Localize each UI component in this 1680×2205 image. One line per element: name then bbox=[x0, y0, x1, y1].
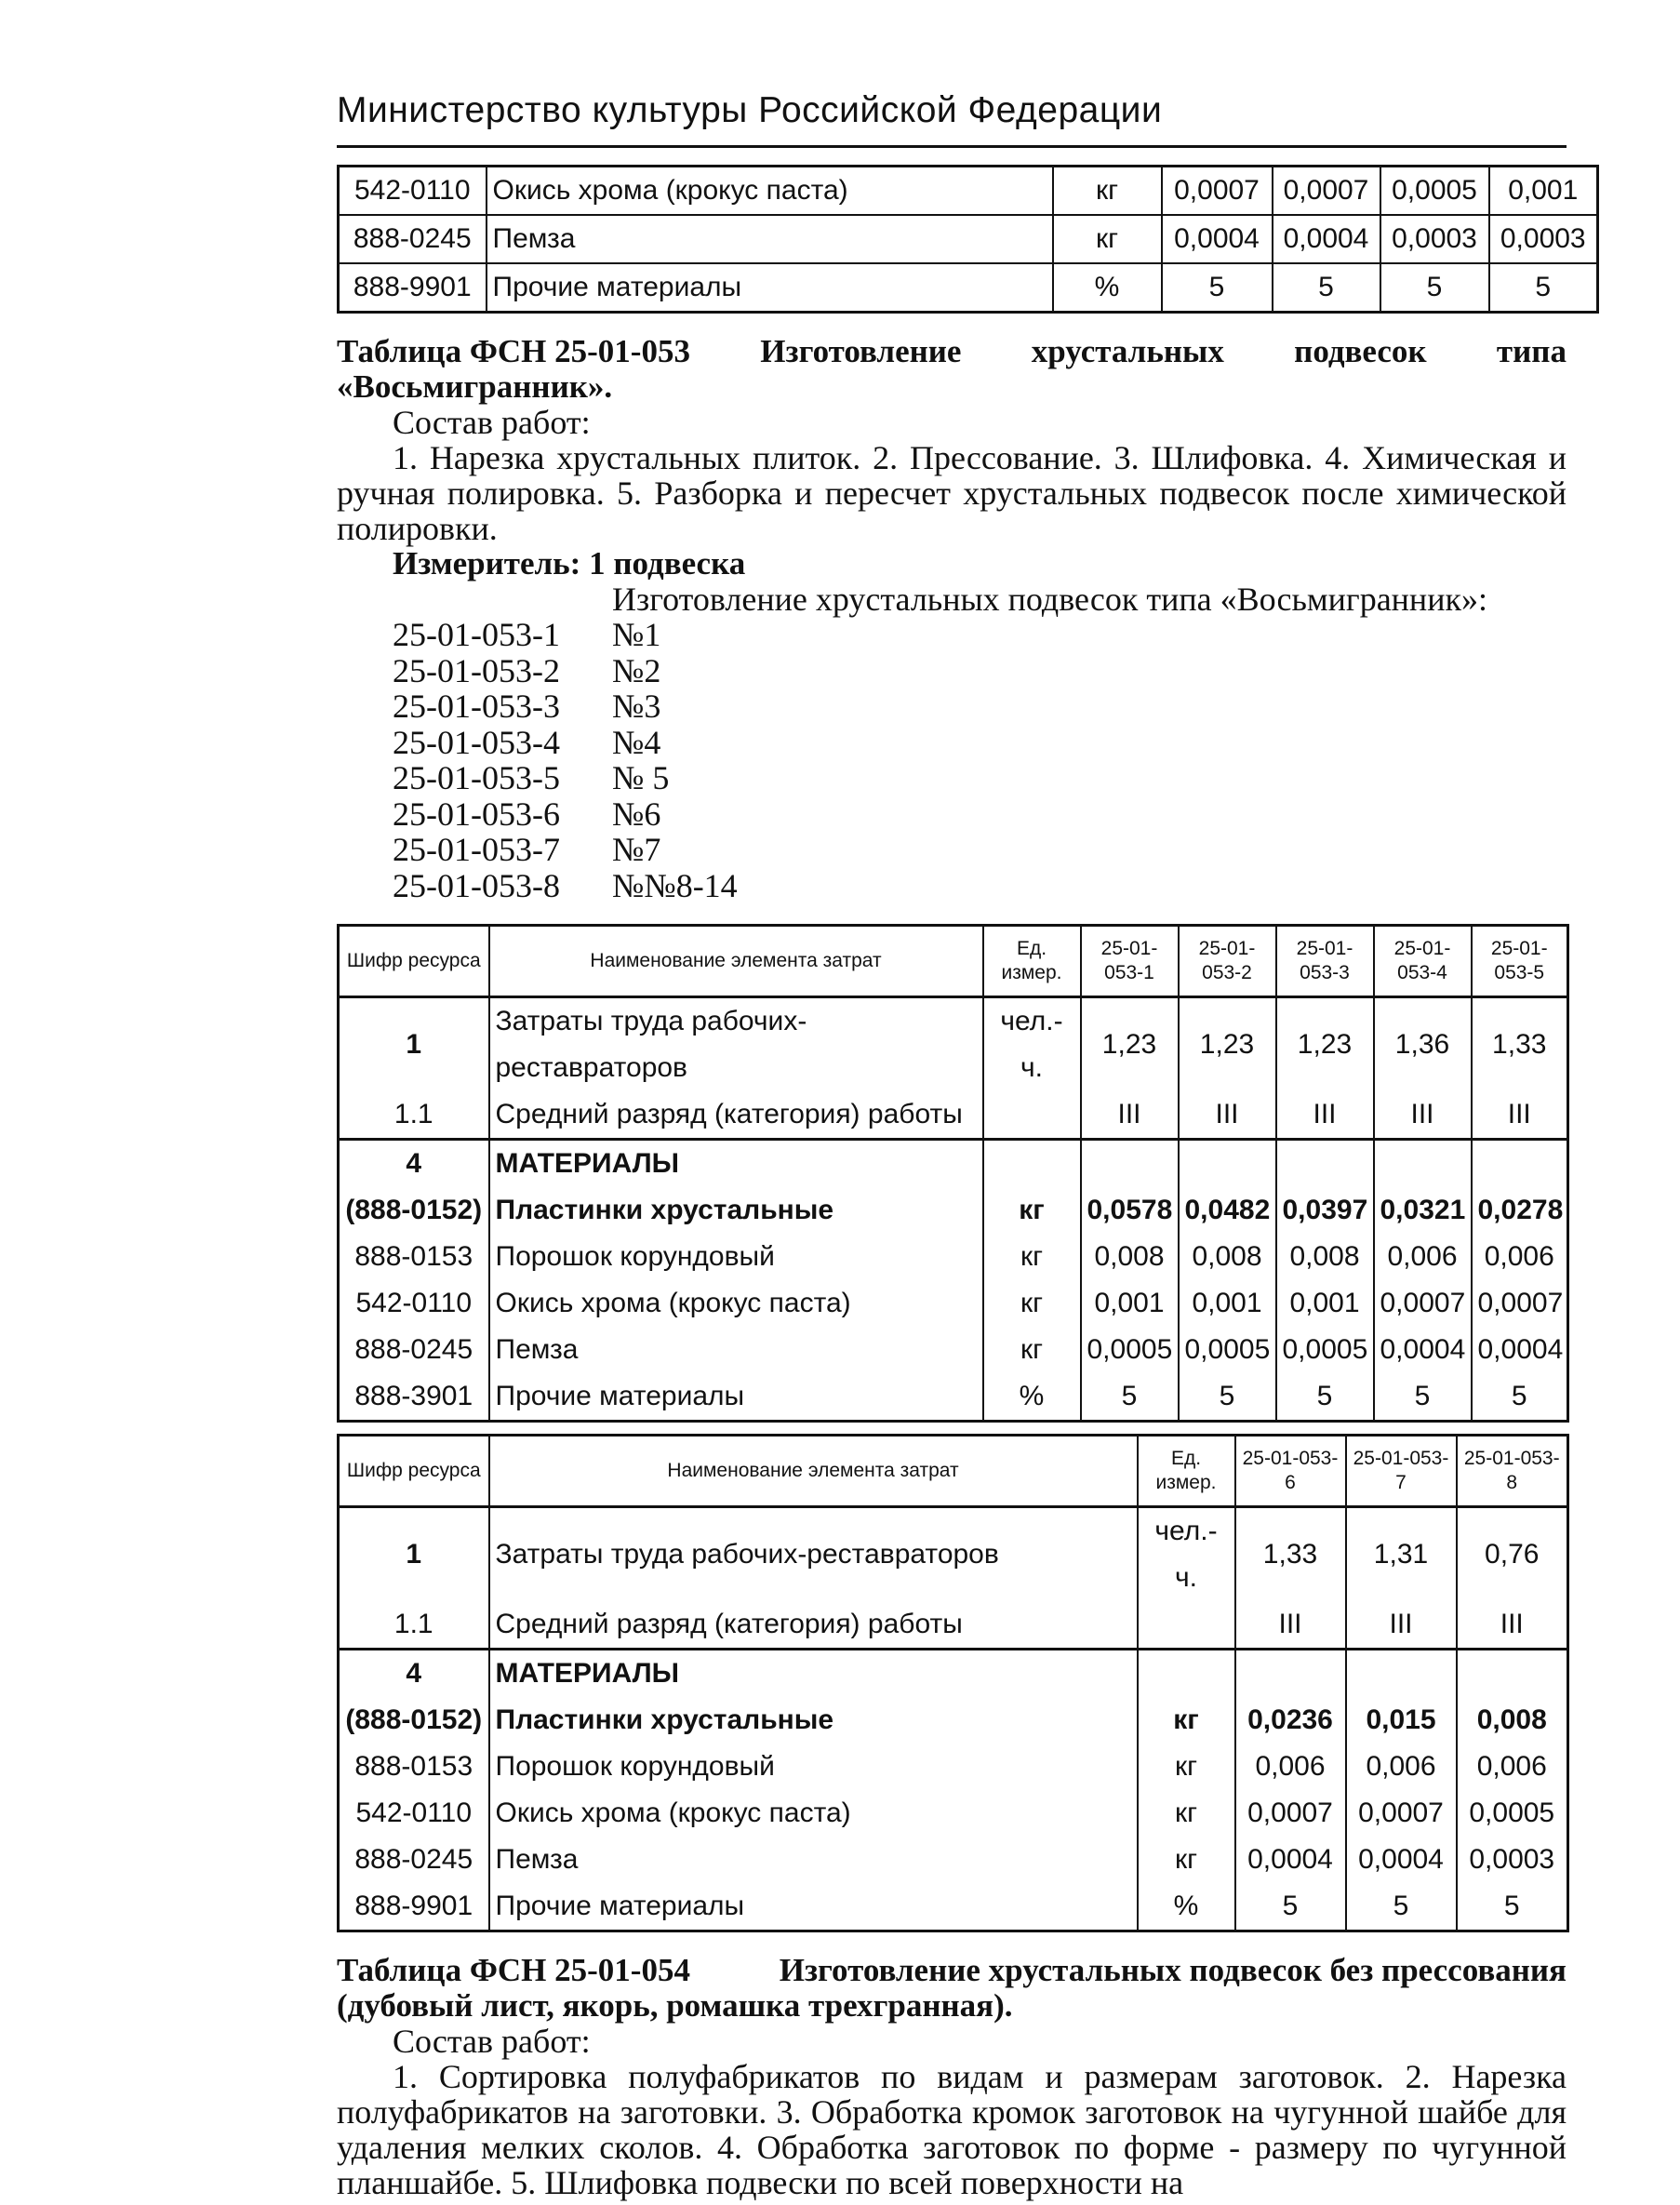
unit-cell bbox=[1138, 1650, 1235, 1698]
table-id: Таблица ФСН 25-01-053 bbox=[337, 333, 690, 369]
item-label: №4 bbox=[612, 723, 661, 761]
code-cell: 888-9901 bbox=[339, 263, 487, 313]
unit-cell: % bbox=[983, 1373, 1081, 1422]
value-cell: 5 bbox=[1374, 1373, 1472, 1422]
value-cell: 5 bbox=[1081, 1373, 1179, 1422]
list-item bbox=[337, 832, 1567, 868]
value-cell: 0,0005 bbox=[1081, 1327, 1179, 1373]
value-cell: 0,006 bbox=[1235, 1744, 1346, 1790]
item-label: №7 bbox=[612, 831, 661, 868]
item-label: №3 bbox=[612, 688, 661, 725]
code-cell: 542-0110 bbox=[339, 167, 487, 216]
works-heading: Состав работ: bbox=[393, 2023, 591, 2060]
name-cell: Пемза bbox=[487, 215, 1053, 263]
table-row bbox=[339, 215, 1598, 263]
value-cell bbox=[1276, 1140, 1374, 1188]
unit-cell: кг bbox=[1138, 1790, 1235, 1837]
value-cell: 1,33 bbox=[1235, 1507, 1346, 1602]
item-code: 25-01-053-6 bbox=[393, 795, 560, 833]
value-cell: 5 bbox=[1472, 1373, 1568, 1422]
table-row bbox=[339, 1790, 1568, 1837]
name-cell: Пластинки хрустальные bbox=[489, 1187, 983, 1234]
item-code: 25-01-053-4 bbox=[393, 723, 560, 761]
item-code: 25-01-053-1 bbox=[393, 616, 560, 653]
value-cell: 0,0004 bbox=[1472, 1327, 1568, 1373]
code-cell: 542-0110 bbox=[339, 1790, 489, 1837]
code-cell: 888-9901 bbox=[339, 1883, 489, 1931]
unit-cell: чел.-ч. bbox=[1138, 1507, 1235, 1602]
value-cell: III bbox=[1081, 1091, 1179, 1140]
code-cell: 542-0110 bbox=[339, 1280, 489, 1327]
code-cell: 1 bbox=[339, 1507, 489, 1602]
unit-cell: кг bbox=[983, 1187, 1081, 1234]
table-row bbox=[339, 1837, 1568, 1883]
unit-cell: кг bbox=[1053, 167, 1162, 216]
value-cell: 5 bbox=[1235, 1883, 1346, 1931]
item-code: 25-01-053-2 bbox=[393, 651, 560, 689]
title-word: Изготовление bbox=[760, 333, 962, 369]
value-cell: 0,008 bbox=[1179, 1234, 1276, 1280]
table-header-row bbox=[339, 1436, 1568, 1507]
column-header: Шифр ресурса bbox=[339, 926, 489, 997]
table-row bbox=[339, 1373, 1568, 1422]
value-cell bbox=[1472, 1140, 1568, 1188]
list-item bbox=[337, 725, 1567, 761]
table-id: Таблица ФСН 25-01-054 bbox=[337, 1952, 690, 1988]
value-cell: 0,0578 bbox=[1081, 1187, 1179, 1234]
section-title-cont: (дубовый лист, якорь, ромашка трехгранная). bbox=[337, 1987, 1013, 2024]
list-item bbox=[337, 653, 1567, 689]
value-cell: 0,001 bbox=[1081, 1280, 1179, 1327]
value-cell: 1,23 bbox=[1081, 997, 1179, 1092]
value-cell: 1,36 bbox=[1374, 997, 1472, 1092]
unit-cell: чел.-ч. bbox=[983, 997, 1081, 1092]
value-cell: 1,33 bbox=[1472, 997, 1568, 1092]
value-cell: 1,23 bbox=[1179, 997, 1276, 1092]
code-cell: 888-3901 bbox=[339, 1373, 489, 1422]
name-cell: Средний разряд (категория) работы bbox=[489, 1091, 983, 1140]
value-cell: III bbox=[1235, 1601, 1346, 1650]
unit-cell: кг bbox=[1138, 1837, 1235, 1883]
section-054 bbox=[337, 1953, 1567, 2200]
table-header-row bbox=[339, 926, 1568, 997]
column-header: 25-01-053-3 bbox=[1276, 926, 1374, 997]
value-cell: III bbox=[1276, 1091, 1374, 1140]
value-cell: 5 bbox=[1489, 263, 1598, 313]
value-cell: 0,0003 bbox=[1489, 215, 1598, 263]
value-cell: 0,0005 bbox=[1179, 1327, 1276, 1373]
item-code: 25-01-053-7 bbox=[393, 831, 560, 868]
value-cell: 0,006 bbox=[1457, 1744, 1568, 1790]
value-cell: 0,001 bbox=[1276, 1280, 1374, 1327]
column-header: Наименование элемента затрат bbox=[489, 1436, 1138, 1507]
table-row bbox=[339, 1601, 1568, 1650]
code-cell: 888-0153 bbox=[339, 1234, 489, 1280]
meter: Измеритель: 1 подвеска bbox=[393, 545, 746, 581]
value-cell: 0,0004 bbox=[1273, 215, 1380, 263]
code-cell: 888-0245 bbox=[339, 1327, 489, 1373]
unit-cell: кг bbox=[983, 1327, 1081, 1373]
name-cell: Средний разряд (категория) работы bbox=[489, 1601, 1138, 1650]
value-cell: 5 bbox=[1179, 1373, 1276, 1422]
name-cell: Затраты труда рабочих-реставраторов bbox=[489, 1507, 1138, 1602]
name-cell: Порошок корундовый bbox=[489, 1744, 1138, 1790]
unit-cell: % bbox=[1053, 263, 1162, 313]
section-title bbox=[337, 334, 1567, 369]
value-cell: 0,015 bbox=[1346, 1697, 1457, 1744]
title-word: хрустальных bbox=[1031, 333, 1224, 369]
value-cell: III bbox=[1346, 1601, 1457, 1650]
unit-cell: кг bbox=[983, 1280, 1081, 1327]
document-page bbox=[337, 82, 1586, 2201]
value-cell: 0,0005 bbox=[1457, 1790, 1568, 1837]
table-row bbox=[339, 1280, 1568, 1327]
title-word: подвесок bbox=[1294, 333, 1427, 369]
table-row bbox=[339, 1697, 1568, 1744]
code-cell: (888-0152) bbox=[339, 1697, 489, 1744]
table-row bbox=[339, 1883, 1568, 1931]
value-cell: 0,0236 bbox=[1235, 1697, 1346, 1744]
section-title-cont: «Восьмигранник». bbox=[337, 368, 613, 405]
value-cell: 1,31 bbox=[1346, 1507, 1457, 1602]
unit-cell bbox=[1138, 1601, 1235, 1650]
table-row bbox=[339, 1234, 1568, 1280]
name-cell: Порошок корундовый bbox=[489, 1234, 983, 1280]
list-item bbox=[337, 760, 1567, 796]
table-row bbox=[339, 1140, 1568, 1188]
name-cell: Затраты труда рабочих-реставраторов bbox=[489, 997, 983, 1092]
unit-cell: кг bbox=[1053, 215, 1162, 263]
item-label: №1 bbox=[612, 616, 661, 653]
column-header: 25-01-053-4 bbox=[1374, 926, 1472, 997]
list-item bbox=[337, 868, 1567, 904]
unit-cell: % bbox=[1138, 1883, 1235, 1931]
value-cell: 0,001 bbox=[1489, 167, 1598, 216]
value-cell: 5 bbox=[1346, 1883, 1457, 1931]
value-cell: 0,0004 bbox=[1162, 215, 1273, 263]
table-row bbox=[339, 997, 1568, 1092]
code-cell: 1.1 bbox=[339, 1091, 489, 1140]
norms-table-1 bbox=[337, 924, 1569, 1423]
name-cell: Окись хрома (крокус паста) bbox=[489, 1790, 1138, 1837]
value-cell: 0,008 bbox=[1457, 1697, 1568, 1744]
code-cell: (888-0152) bbox=[339, 1187, 489, 1234]
works-text: 1. Нарезка хрустальных плиток. 2. Прессование. 3. Шлифовка. 4. Химическая и ручная полировка. 5. Разборка и пересчет хрустальных подвесок после химической полировки. bbox=[337, 439, 1567, 547]
value-cell: 0,0007 bbox=[1472, 1280, 1568, 1327]
value-cell: 0,0007 bbox=[1235, 1790, 1346, 1837]
value-cell: 0,001 bbox=[1179, 1280, 1276, 1327]
value-cell bbox=[1346, 1650, 1457, 1698]
works-heading: Состав работ: bbox=[393, 404, 591, 441]
value-cell: 0,0003 bbox=[1380, 215, 1489, 263]
table-row bbox=[339, 1187, 1568, 1234]
column-header: 25-01-053-8 bbox=[1457, 1436, 1568, 1507]
table-row bbox=[339, 1744, 1568, 1790]
section-053 bbox=[337, 334, 1567, 617]
value-cell: III bbox=[1457, 1601, 1568, 1650]
items-subtitle: Изготовление хрустальных подвесок типа «Восьмигранник»: bbox=[612, 581, 1487, 618]
column-header: Ед. измер. bbox=[1138, 1436, 1235, 1507]
code-cell: 4 bbox=[339, 1140, 489, 1188]
header-rule bbox=[337, 145, 1567, 148]
code-cell: 1.1 bbox=[339, 1601, 489, 1650]
norms-table-2 bbox=[337, 1434, 1569, 1932]
column-header: 25-01-053-2 bbox=[1179, 926, 1276, 997]
value-cell: 0,0005 bbox=[1380, 167, 1489, 216]
value-cell: 5 bbox=[1457, 1883, 1568, 1931]
code-cell: 888-0245 bbox=[339, 1837, 489, 1883]
table-row bbox=[339, 1507, 1568, 1602]
value-cell: 5 bbox=[1380, 263, 1489, 313]
code-cell: 888-0153 bbox=[339, 1744, 489, 1790]
column-header: 25-01-053-7 bbox=[1346, 1436, 1457, 1507]
table-row bbox=[339, 1650, 1568, 1698]
code-cell: 1 bbox=[339, 997, 489, 1092]
unit-cell bbox=[983, 1091, 1081, 1140]
value-cell: 0,0278 bbox=[1472, 1187, 1568, 1234]
name-cell: Прочие материалы bbox=[487, 263, 1053, 313]
column-header: Ед. измер. bbox=[983, 926, 1081, 997]
table-row bbox=[339, 263, 1598, 313]
column-header: 25-01-053-6 bbox=[1235, 1436, 1346, 1507]
list-item bbox=[337, 796, 1567, 833]
value-cell bbox=[1457, 1650, 1568, 1698]
name-cell: Пластинки хрустальные bbox=[489, 1697, 1138, 1744]
value-cell: 0,0003 bbox=[1457, 1837, 1568, 1883]
name-cell: Окись хрома (крокус паста) bbox=[489, 1280, 983, 1327]
unit-cell bbox=[983, 1140, 1081, 1188]
value-cell: 5 bbox=[1276, 1373, 1374, 1422]
value-cell: 0,008 bbox=[1276, 1234, 1374, 1280]
value-cell: 0,006 bbox=[1374, 1234, 1472, 1280]
item-codes bbox=[337, 617, 1567, 903]
item-label: №6 bbox=[612, 795, 661, 833]
unit-cell: кг bbox=[983, 1234, 1081, 1280]
item-code: 25-01-053-8 bbox=[393, 866, 560, 904]
value-cell: III bbox=[1179, 1091, 1276, 1140]
table-row bbox=[339, 1327, 1568, 1373]
value-cell: 0,0007 bbox=[1346, 1790, 1457, 1837]
code-cell: 4 bbox=[339, 1650, 489, 1698]
code-cell: 888-0245 bbox=[339, 215, 487, 263]
section-title bbox=[337, 1953, 1567, 1988]
page-header: Министерство культуры Российской Федерации bbox=[337, 90, 1163, 130]
list-item bbox=[337, 617, 1567, 653]
value-cell: 0,0005 bbox=[1276, 1327, 1374, 1373]
value-cell: 0,0004 bbox=[1346, 1837, 1457, 1883]
value-cell: 0,0397 bbox=[1276, 1187, 1374, 1234]
list-item bbox=[337, 688, 1567, 725]
value-cell: 0,008 bbox=[1081, 1234, 1179, 1280]
title-word: типа bbox=[1496, 333, 1567, 369]
name-cell: Пемза bbox=[489, 1837, 1138, 1883]
value-cell bbox=[1081, 1140, 1179, 1188]
name-cell: Прочие материалы bbox=[489, 1883, 1138, 1931]
name-cell: Пемза bbox=[489, 1327, 983, 1373]
item-code: 25-01-053-5 bbox=[393, 759, 560, 796]
value-cell: III bbox=[1472, 1091, 1568, 1140]
item-label: №№8-14 bbox=[612, 866, 738, 904]
table-previous bbox=[337, 165, 1599, 314]
column-header: Наименование элемента затрат bbox=[489, 926, 983, 997]
value-cell: 1,23 bbox=[1276, 997, 1374, 1092]
name-cell: Прочие материалы bbox=[489, 1373, 983, 1422]
unit-cell: кг bbox=[1138, 1744, 1235, 1790]
item-label: №2 bbox=[612, 651, 661, 689]
value-cell: 0,006 bbox=[1346, 1744, 1457, 1790]
value-cell bbox=[1374, 1140, 1472, 1188]
value-cell: 0,0007 bbox=[1162, 167, 1273, 216]
name-cell: Окись хрома (крокус паста) bbox=[487, 167, 1053, 216]
value-cell bbox=[1179, 1140, 1276, 1188]
table-row bbox=[339, 1091, 1568, 1140]
value-cell: 0,0321 bbox=[1374, 1187, 1472, 1234]
value-cell: 0,0007 bbox=[1374, 1280, 1472, 1327]
value-cell: 0,0482 bbox=[1179, 1187, 1276, 1234]
value-cell: 0,76 bbox=[1457, 1507, 1568, 1602]
value-cell: 0,0004 bbox=[1235, 1837, 1346, 1883]
works-text: 1. Сортировка полуфабрикатов по видам и размерам заготовок. 2. Нарезка полуфабрикатов на заготовки. 3. Обработка кромок заготовок на чугунной шайбе для удаления мелких сколов. 4. Обработка заготовок по форме - размеру по чугунной планшайбе. 5. Шлифовка подвески по всей поверхности на bbox=[337, 2058, 1567, 2201]
title-word: Изготовление хрустальных подвесок без прессования bbox=[779, 1952, 1567, 1988]
column-header: Шифр ресурса bbox=[339, 1436, 489, 1507]
name-cell: МАТЕРИАЛЫ bbox=[489, 1650, 1138, 1698]
value-cell: 5 bbox=[1162, 263, 1273, 313]
value-cell: III bbox=[1374, 1091, 1472, 1140]
item-label: № 5 bbox=[612, 759, 670, 796]
value-cell: 0,006 bbox=[1472, 1234, 1568, 1280]
item-code: 25-01-053-3 bbox=[393, 688, 560, 725]
column-header: 25-01-053-5 bbox=[1472, 926, 1568, 997]
value-cell bbox=[1235, 1650, 1346, 1698]
value-cell: 5 bbox=[1273, 263, 1380, 313]
column-header: 25-01-053-1 bbox=[1081, 926, 1179, 997]
value-cell: 0,0007 bbox=[1273, 167, 1380, 216]
table-row bbox=[339, 167, 1598, 216]
unit-cell: кг bbox=[1138, 1697, 1235, 1744]
value-cell: 0,0004 bbox=[1374, 1327, 1472, 1373]
name-cell: МАТЕРИАЛЫ bbox=[489, 1140, 983, 1188]
